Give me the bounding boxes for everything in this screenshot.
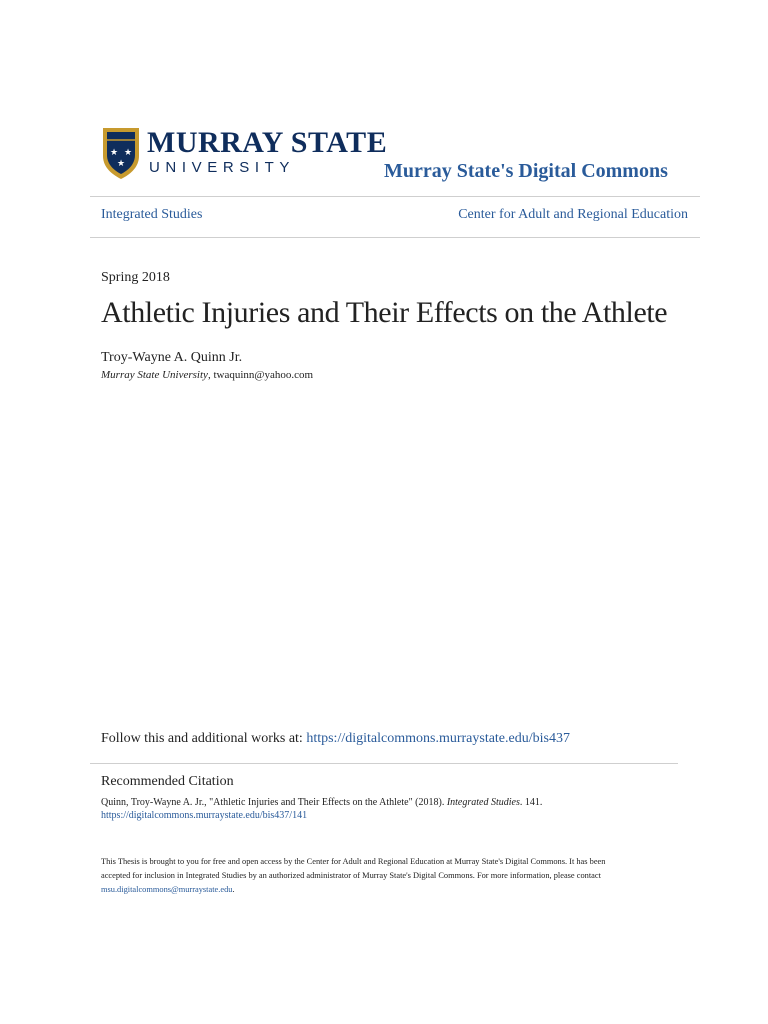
shield-icon bbox=[101, 126, 141, 180]
svg-text:★: ★ bbox=[123, 148, 133, 158]
citation-journal: Integrated Studies bbox=[446, 797, 520, 808]
author-affiliation bbox=[101, 369, 313, 381]
citation-text-before: Quinn, Troy-Wayne A. Jr., "Athletic Injuries and Their Effects on the Athlete" (2018). bbox=[101, 797, 447, 808]
citation-heading: Recommended Citation bbox=[101, 774, 234, 789]
svg-text:★: ★ bbox=[116, 159, 126, 169]
footer-notice bbox=[101, 855, 671, 897]
document-title: Athletic Injuries and Their Effects on the Athlete bbox=[101, 296, 668, 329]
citation-text-after: . 141. bbox=[519, 797, 543, 808]
publication-date: Spring 2018 bbox=[101, 270, 170, 285]
follow-divider bbox=[90, 763, 678, 764]
footer-line-2: accepted for inclusion in Integrated Studies by an authorized administrator of Murray State's Digital Commons. For more information, please contact bbox=[101, 871, 601, 880]
svg-text:★: ★ bbox=[109, 148, 119, 158]
citation-text bbox=[101, 796, 542, 810]
author-name: Troy-Wayne A. Quinn Jr. bbox=[101, 350, 243, 365]
citation-url-link[interactable]: https://digitalcommons.murraystate.edu/bis437/141 bbox=[101, 810, 308, 821]
university-logo[interactable] bbox=[101, 126, 388, 182]
affiliation-name: Murray State University bbox=[101, 369, 208, 381]
follow-url-link[interactable]: https://digitalcommons.murraystate.edu/bis437 bbox=[306, 731, 570, 746]
logo-wordmark-top: MURRAY STATE bbox=[147, 126, 388, 159]
author-email: , twaquinn@yahoo.com bbox=[207, 369, 314, 381]
contact-email-link[interactable]: msu.digitalcommons@murraystate.edu bbox=[101, 885, 233, 894]
logo-wordmark-bottom: UNIVERSITY bbox=[149, 159, 296, 176]
header-divider bbox=[90, 196, 700, 197]
footer-line-3 bbox=[101, 883, 671, 897]
footer-period: . bbox=[232, 885, 235, 894]
digital-commons-link[interactable]: Murray State's Digital Commons bbox=[384, 160, 668, 182]
adult-regional-education-link[interactable]: Center for Adult and Regional Education bbox=[458, 207, 688, 222]
follow-label: Follow this and additional works at: bbox=[101, 731, 307, 746]
integrated-studies-link[interactable]: Integrated Studies bbox=[101, 207, 203, 222]
follow-line bbox=[101, 731, 570, 747]
nav-divider bbox=[90, 237, 700, 238]
footer-line-1: This Thesis is brought to you for free and open access by the Center for Adult and Regional Education at Murray State's Digital Commons. It has been bbox=[101, 857, 606, 866]
